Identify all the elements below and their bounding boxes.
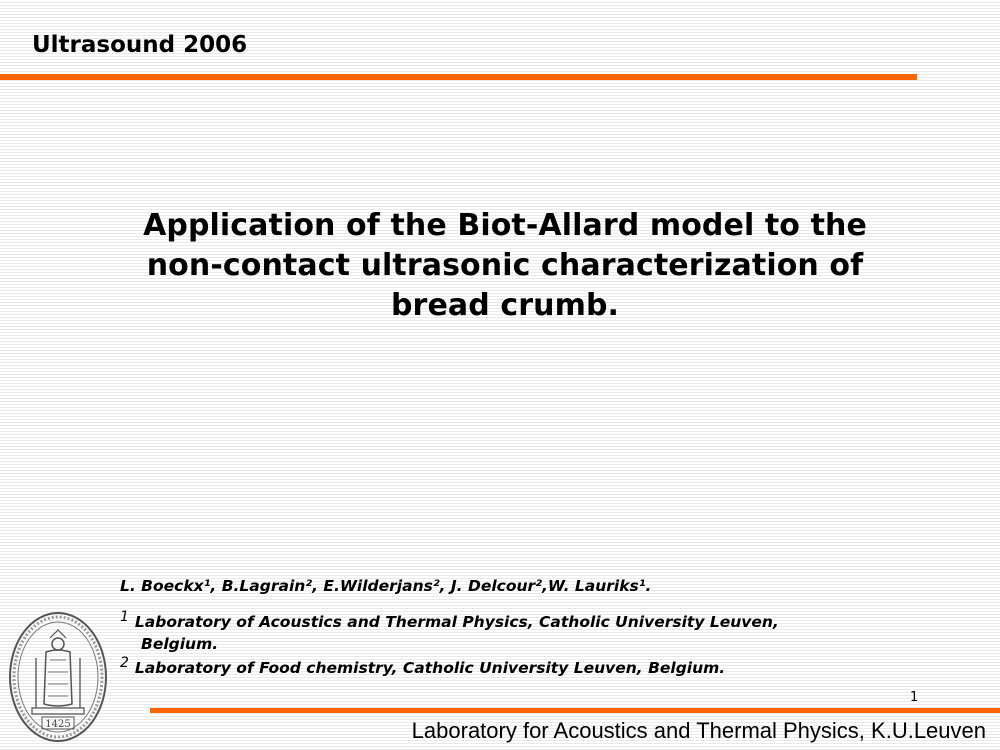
affiliation-2-text: Laboratory of Food chemistry, Catholic University Leuven, Belgium. [134, 659, 726, 677]
affiliation-2 [120, 652, 950, 679]
seal-year: 1425 [45, 719, 71, 730]
affiliation-1 [120, 606, 950, 655]
page-number: 1 [910, 690, 919, 705]
university-seal-icon [6, 608, 110, 746]
footer-lab-name: Laboratory for Acoustics and Thermal Physics, K.U.Leuven [411, 718, 986, 743]
affiliation-2-marker: 2 [120, 655, 129, 671]
affiliation-1-line-1: Laboratory of Acoustics and Thermal Physics, Catholic University Leuven, [134, 613, 779, 631]
slide-title [80, 206, 930, 326]
affiliation-1-marker: 1 [120, 609, 129, 625]
slide-header-title: Ultrasound 2006 [32, 32, 248, 58]
header-divider [0, 74, 917, 80]
slide-title-line-1: Application of the Biot-Allard model to the [143, 208, 867, 243]
author-list: L. Boeckx¹, B.Lagrain², E.Wilderjans², J. Delcour²,W. Lauriks¹. [120, 577, 652, 595]
slide-title-line-3: bread crumb. [390, 288, 620, 323]
footer-divider [150, 708, 1000, 713]
slide-title-line-2: non-contact ultrasonic characterization of [146, 248, 864, 283]
affiliation-1-line-2: Belgium. [141, 635, 219, 653]
